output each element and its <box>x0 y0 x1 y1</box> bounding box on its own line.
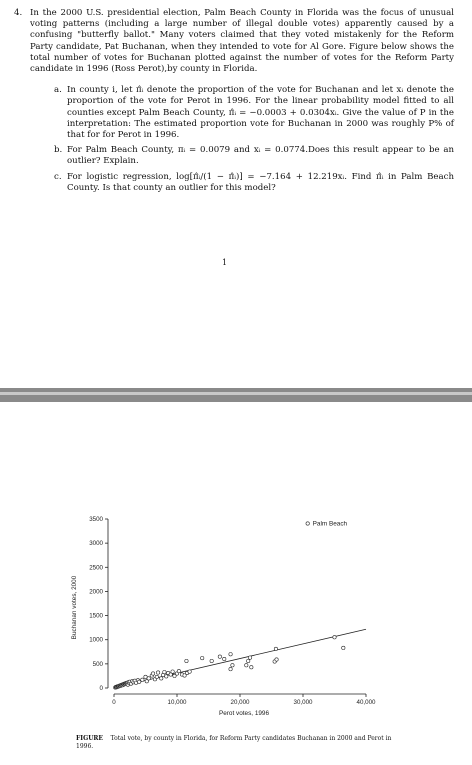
data-point <box>229 667 232 670</box>
data-point <box>333 636 336 639</box>
y-tick-label: 3500 <box>89 516 103 523</box>
chart-labels <box>71 521 348 717</box>
part-c <box>54 172 454 194</box>
y-axis-label: Buchanan votes, 2000 <box>71 575 78 640</box>
y-tick-label: 1000 <box>89 636 103 644</box>
question-number: 4. <box>14 8 23 18</box>
data-point <box>147 677 150 680</box>
figure-caption <box>76 735 406 750</box>
data-point <box>218 655 221 658</box>
data-point <box>246 659 249 662</box>
caption-text: Total vote, by county in Florida, for Reform Party candidates Buchanan in 2000 and Perot in 1996. <box>76 735 392 750</box>
fit-line-group <box>114 629 366 687</box>
data-point <box>248 656 251 659</box>
page-divider-highlight <box>0 392 472 395</box>
fit-line <box>114 629 366 687</box>
data-point <box>201 656 204 659</box>
data-point <box>156 671 159 674</box>
y-tick-label: 500 <box>92 660 103 668</box>
x-tick-label: 0 <box>112 699 116 706</box>
outlier-point <box>306 522 309 525</box>
x-axis-label: Perot votes, 1996 <box>218 710 270 717</box>
palm-beach-annotation: Palm Beach <box>312 520 348 528</box>
data-point <box>229 653 232 656</box>
data-point <box>210 659 213 662</box>
data-point <box>185 659 188 662</box>
data-point <box>274 647 277 650</box>
chart-axes <box>108 519 366 694</box>
data-point <box>163 670 166 673</box>
chart-points <box>114 522 345 689</box>
x-tick-label: 30,000 <box>293 699 313 706</box>
data-point <box>177 669 180 672</box>
part-b <box>54 145 454 167</box>
part-a-label: a. <box>54 85 62 96</box>
scatter-chart <box>0 402 472 732</box>
question-intro: In the 2000 U.S. presidential election, Palm Beach County in Florida was the focus of unusual voting patterns (including a large number of illegal double votes) apparently caused by a confusing "butterfly ballot." Many voters claimed that they voted mistakenly for the Reform Party candidate, Pat Buchanan, when they intended to vote for Al Gore. Figure below shows the total number of votes for Buchanan plotted against the number of votes for the Reform Party candidate in 1996 (Ross Perot),by county in Florida. <box>30 8 454 75</box>
part-b-text: For Palm Beach County, πᵢ = 0.0079 and xᵢ = 0.0774.Does this result appear to be an outlier? Explain. <box>67 145 454 167</box>
data-point <box>275 658 278 661</box>
data-point <box>188 670 191 673</box>
part-b-label: b. <box>54 145 63 156</box>
y-tick-label: 0 <box>99 685 103 692</box>
question-4 <box>14 8 454 198</box>
data-point <box>160 677 163 680</box>
part-a <box>54 85 454 141</box>
data-point <box>342 646 345 649</box>
x-tick-label: 20,000 <box>230 699 250 706</box>
figure-area <box>0 402 472 765</box>
x-tick-label: 40,000 <box>356 699 376 706</box>
data-point <box>151 672 154 675</box>
page-divider <box>0 388 472 402</box>
y-tick-label: 2000 <box>89 588 103 596</box>
chart-ticks <box>89 516 376 706</box>
data-point <box>171 670 174 673</box>
y-tick-label: 1500 <box>89 612 103 620</box>
part-a-text: In county i, let π̂ᵢ denote the proportion of the vote for Buchanan and let xᵢ denote the proportion of the vote for Perot in 1996. For the linear probability model fitted to all counties except Palm Beach County, π̂ᵢ = −0.0003 + 0.0304xᵢ. Give the value of P in the interpretation: The estimated proportion vote for Buchanan in 2000 was roughly P% of that for for Perot in 1996. <box>67 85 454 141</box>
x-tick-label: 10,000 <box>167 699 187 706</box>
data-point <box>155 675 158 678</box>
data-point <box>141 678 144 681</box>
y-tick-label: 2500 <box>89 564 103 572</box>
question-parts <box>54 85 454 194</box>
part-c-text: For logistic regression, log[π̂ᵢ/(1 − π̂ᵢ)] = −7.164 + 12.219xᵢ. Find π̂ᵢ in Palm Beach County. Is that county an outlier for this model? <box>67 171 454 193</box>
data-point <box>250 666 253 669</box>
part-c-label: c. <box>54 171 62 182</box>
y-tick-label: 3000 <box>89 540 103 548</box>
data-point <box>165 675 168 678</box>
data-point <box>223 657 226 660</box>
data-point <box>231 664 234 667</box>
data-point <box>138 680 141 683</box>
caption-label: FIGURE <box>76 735 103 742</box>
data-point <box>245 664 248 667</box>
page-number: 1 <box>222 258 228 267</box>
